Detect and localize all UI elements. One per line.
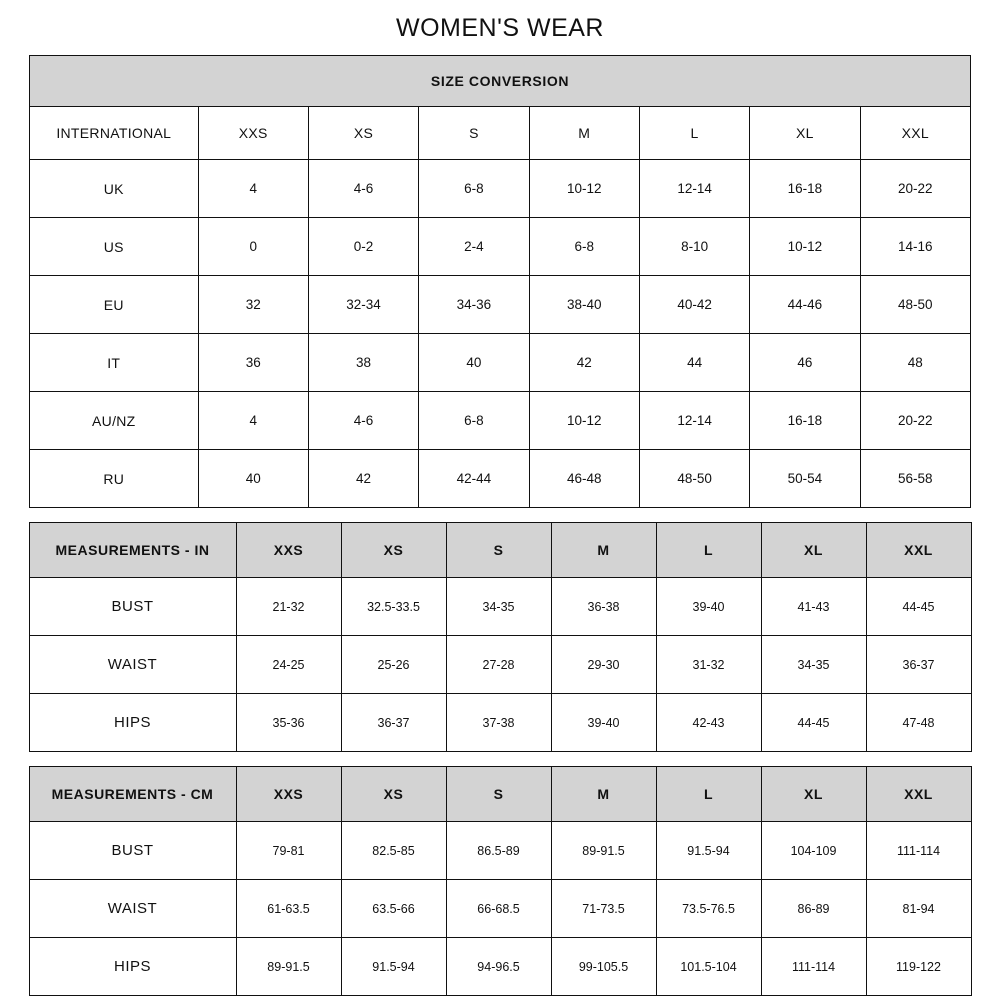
measurements-inches-table [29, 522, 972, 752]
cell: 42 [529, 334, 639, 392]
cell: 94-96.5 [446, 938, 551, 996]
cell: 12-14 [639, 392, 749, 450]
cell: 6-8 [419, 160, 529, 218]
cell: 16-18 [750, 392, 860, 450]
cell: 34-35 [446, 578, 551, 636]
cell: 86-89 [761, 880, 866, 938]
cell: 86.5-89 [446, 822, 551, 880]
cell: 8-10 [639, 218, 749, 276]
cell: 89-91.5 [551, 822, 656, 880]
table-header-row [30, 107, 971, 160]
table-row [30, 276, 971, 334]
cell: 40 [419, 334, 529, 392]
cell: 111-114 [866, 822, 971, 880]
table-row [29, 636, 971, 694]
cell: 20-22 [860, 160, 970, 218]
cell: 34-35 [761, 636, 866, 694]
table-row [30, 392, 971, 450]
column-header-measurements-in: MEASUREMENTS - IN [29, 523, 236, 578]
cell: 38-40 [529, 276, 639, 334]
cell: 35-36 [236, 694, 341, 752]
column-header-m: M [551, 523, 656, 578]
column-header-xs: XS [341, 523, 446, 578]
cell: 63.5-66 [341, 880, 446, 938]
column-header-measurements-cm: MEASUREMENTS - CM [29, 767, 236, 822]
cell: 6-8 [419, 392, 529, 450]
column-header-xxs: XXS [198, 107, 308, 160]
cell: 101.5-104 [656, 938, 761, 996]
column-header-xxs: XXS [236, 767, 341, 822]
cell: 40 [198, 450, 308, 508]
cell: 91.5-94 [341, 938, 446, 996]
table-row [29, 822, 971, 880]
cell: 42 [308, 450, 418, 508]
cell: 20-22 [860, 392, 970, 450]
column-header-xxl: XXL [860, 107, 970, 160]
row-label: EU [30, 276, 199, 334]
column-header-xxl: XXL [866, 523, 971, 578]
column-header-m: M [551, 767, 656, 822]
table-row [30, 450, 971, 508]
table-header-row [29, 767, 971, 822]
column-header-xl: XL [761, 523, 866, 578]
cell: 73.5-76.5 [656, 880, 761, 938]
column-header-l: L [639, 107, 749, 160]
cell: 10-12 [750, 218, 860, 276]
cell: 89-91.5 [236, 938, 341, 996]
cell: 6-8 [529, 218, 639, 276]
size-conversion-table [29, 55, 971, 508]
page-title: WOMEN'S WEAR [396, 14, 604, 42]
cell: 12-14 [639, 160, 749, 218]
cell: 79-81 [236, 822, 341, 880]
cell: 37-38 [446, 694, 551, 752]
column-header-xl: XL [761, 767, 866, 822]
row-label: BUST [29, 578, 236, 636]
cell: 99-105.5 [551, 938, 656, 996]
table-banner-row [30, 56, 971, 107]
table-header-row [29, 523, 971, 578]
table-row [29, 578, 971, 636]
cell: 36-37 [866, 636, 971, 694]
cell: 56-58 [860, 450, 970, 508]
cell: 44 [639, 334, 749, 392]
cell: 46 [750, 334, 860, 392]
column-header-xl: XL [750, 107, 860, 160]
cell: 48-50 [639, 450, 749, 508]
measurements-cm-table [29, 766, 972, 996]
cell: 39-40 [551, 694, 656, 752]
row-label: HIPS [29, 938, 236, 996]
cell: 71-73.5 [551, 880, 656, 938]
row-label: RU [30, 450, 199, 508]
cell: 40-42 [639, 276, 749, 334]
cell: 36-37 [341, 694, 446, 752]
cell: 44-45 [866, 578, 971, 636]
row-label: UK [30, 160, 199, 218]
cell: 42-43 [656, 694, 761, 752]
cell: 36-38 [551, 578, 656, 636]
cell: 10-12 [529, 392, 639, 450]
row-label: BUST [29, 822, 236, 880]
cell: 50-54 [750, 450, 860, 508]
cell: 4 [198, 392, 308, 450]
row-label: WAIST [29, 880, 236, 938]
cell: 0-2 [308, 218, 418, 276]
cell: 16-18 [750, 160, 860, 218]
column-header-s: S [446, 523, 551, 578]
cell: 42-44 [419, 450, 529, 508]
column-header-international: INTERNATIONAL [30, 107, 199, 160]
column-header-l: L [656, 523, 761, 578]
column-header-xxs: XXS [236, 523, 341, 578]
table-row [29, 694, 971, 752]
cell: 34-36 [419, 276, 529, 334]
cell: 25-26 [341, 636, 446, 694]
column-header-l: L [656, 767, 761, 822]
cell: 82.5-85 [341, 822, 446, 880]
cell: 48-50 [860, 276, 970, 334]
cell: 21-32 [236, 578, 341, 636]
cell: 38 [308, 334, 418, 392]
row-label: WAIST [29, 636, 236, 694]
cell: 32-34 [308, 276, 418, 334]
cell: 31-32 [656, 636, 761, 694]
cell: 39-40 [656, 578, 761, 636]
cell: 2-4 [419, 218, 529, 276]
table-row [30, 218, 971, 276]
cell: 4 [198, 160, 308, 218]
cell: 91.5-94 [656, 822, 761, 880]
cell: 29-30 [551, 636, 656, 694]
row-label: IT [30, 334, 199, 392]
cell: 36 [198, 334, 308, 392]
cell: 32 [198, 276, 308, 334]
cell: 32.5-33.5 [341, 578, 446, 636]
table-row [30, 160, 971, 218]
cell: 111-114 [761, 938, 866, 996]
table-row [29, 938, 971, 996]
table-row [30, 334, 971, 392]
size-conversion-banner: SIZE CONVERSION [30, 56, 971, 107]
cell: 46-48 [529, 450, 639, 508]
cell: 41-43 [761, 578, 866, 636]
cell: 47-48 [866, 694, 971, 752]
column-header-m: M [529, 107, 639, 160]
row-label: AU/NZ [30, 392, 199, 450]
cell: 81-94 [866, 880, 971, 938]
column-header-s: S [419, 107, 529, 160]
cell: 66-68.5 [446, 880, 551, 938]
cell: 4-6 [308, 160, 418, 218]
cell: 4-6 [308, 392, 418, 450]
column-header-xs: XS [308, 107, 418, 160]
cell: 44-45 [761, 694, 866, 752]
cell: 10-12 [529, 160, 639, 218]
cell: 61-63.5 [236, 880, 341, 938]
column-header-xxl: XXL [866, 767, 971, 822]
cell: 48 [860, 334, 970, 392]
column-header-s: S [446, 767, 551, 822]
cell: 119-122 [866, 938, 971, 996]
cell: 24-25 [236, 636, 341, 694]
cell: 27-28 [446, 636, 551, 694]
cell: 14-16 [860, 218, 970, 276]
table-row [29, 880, 971, 938]
column-header-xs: XS [341, 767, 446, 822]
cell: 104-109 [761, 822, 866, 880]
cell: 0 [198, 218, 308, 276]
row-label: HIPS [29, 694, 236, 752]
cell: 44-46 [750, 276, 860, 334]
row-label: US [30, 218, 199, 276]
